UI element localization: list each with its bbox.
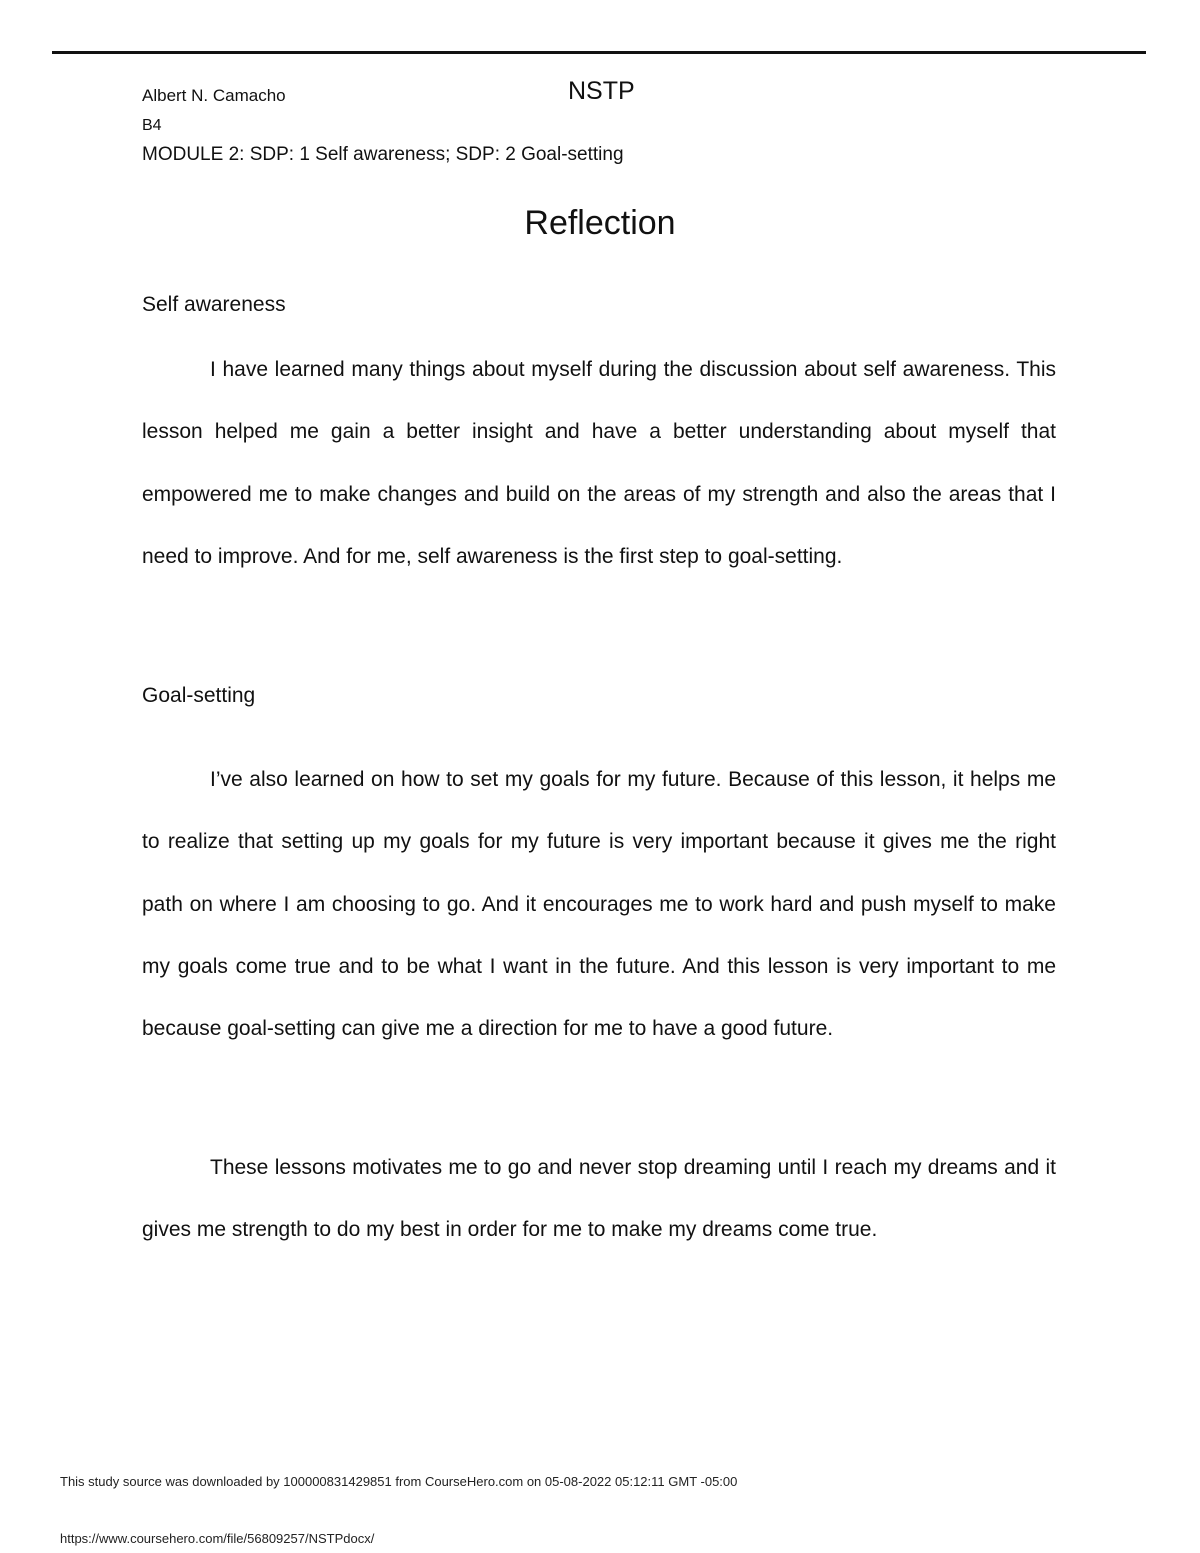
heading-goal-setting: Goal-setting (142, 684, 256, 707)
paragraph-self-awareness: I have learned many things about myself during the discussion about self awareness. This lesson helped me gain a better insight and have a better understanding about myself that empowered me to make changes and build on the areas of my strength and also the areas that I need to improve. And for me, self awareness is the first step to goal-setting. (142, 358, 1056, 568)
document-title: Reflection (524, 204, 676, 242)
section-code: B4 (142, 117, 162, 134)
source-url-link[interactable]: https://www.coursehero.com/file/56809257/NSTPdocx/ (60, 1531, 375, 1546)
course-name: NSTP (568, 77, 635, 105)
module-title: MODULE 2: SDP: 1 Self awareness; SDP: 2 Goal-setting (142, 144, 624, 165)
paragraph-closing: These lessons motivates me to go and never stop dreaming until I reach my dreams and it gives me strength to do my best in order for me to make my dreams come true. (142, 1156, 1056, 1242)
author-name: Albert N. Camacho (142, 86, 286, 105)
top-divider (52, 51, 1146, 54)
heading-self-awareness: Self awareness (142, 293, 286, 316)
paragraph-goal-setting: I’ve also learned on how to set my goals for my future. Because of this lesson, it helps me to realize that setting up my goals for my future is very important because it gives me the right path on where I am choosing to go. And it encourages me to work hard and push myself to make my goals come true and to be what I want in the future. And this lesson is very important to me because goal-setting can give me a direction for me to have a good future. (142, 768, 1056, 1041)
download-source-note: This study source was downloaded by 100000831429851 from CourseHero.com on 05-08-2022 05:12:11 GMT -05:00 (60, 1474, 738, 1489)
